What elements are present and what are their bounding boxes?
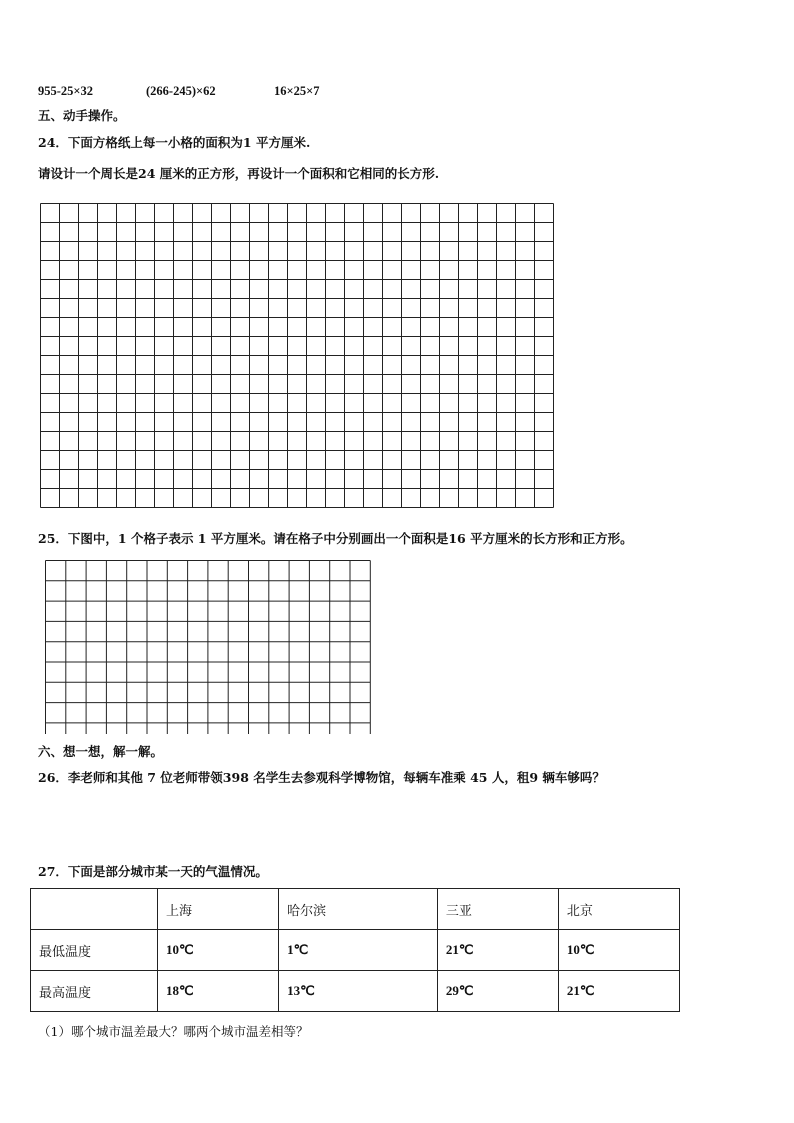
table-cell: 21℃ <box>437 930 558 971</box>
table-cell: 29℃ <box>437 971 558 1012</box>
q25-grid-paper[interactable] <box>45 560 371 734</box>
section-5-title: 五、动手操作。 <box>38 108 126 123</box>
table-header-row <box>31 889 680 930</box>
table-cell: 18℃ <box>158 971 279 1012</box>
q24-line-1: 24．下面方格纸上每一小格的面积为1 平方厘米. <box>38 135 311 150</box>
row-label-min: 最低温度 <box>31 930 158 971</box>
table-cell: 1℃ <box>279 930 438 971</box>
table-row <box>31 971 680 1012</box>
q26-text: 26．李老师和其他 7 位老师带领398 名学生去参观科学博物馆，每辆车准乘 45 人，租9 辆车够吗？ <box>38 770 605 785</box>
table-city-sanya: 三亚 <box>437 889 558 930</box>
table-city-beijing: 北京 <box>558 889 679 930</box>
expression-1: 955-25×32 <box>38 84 94 98</box>
expression-2: (266-245)×62 <box>146 84 216 98</box>
section-6-title: 六、想一想，解一解。 <box>38 744 164 759</box>
q24-line-2: 请设计一个周长是24 厘米的正方形，再设计一个面积和它相同的长方形. <box>38 166 440 181</box>
q27-sub-question-1: （1）哪个城市温差最大？哪两个城市温差相等？ <box>38 1024 309 1039</box>
temperature-table <box>30 888 680 1012</box>
table-cell: 10℃ <box>158 930 279 971</box>
expression-3: 16×25×7 <box>274 84 320 98</box>
q25-text: 25．下图中，1 个格子表示 1 平方厘米。请在格子中分别画出一个面积是16 平方厘米的长方形和正方形。 <box>38 531 633 546</box>
q27-text: 27．下面是部分城市某一天的气温情况。 <box>38 864 268 879</box>
table-row <box>31 930 680 971</box>
table-cell: 21℃ <box>558 971 679 1012</box>
table-cell: 10℃ <box>558 930 679 971</box>
table-corner-cell <box>31 889 158 930</box>
table-cell: 13℃ <box>279 971 438 1012</box>
q24-grid-paper[interactable] <box>40 203 556 509</box>
row-label-max: 最高温度 <box>31 971 158 1012</box>
table-city-harbin: 哈尔滨 <box>279 889 438 930</box>
table-city-shanghai: 上海 <box>158 889 279 930</box>
